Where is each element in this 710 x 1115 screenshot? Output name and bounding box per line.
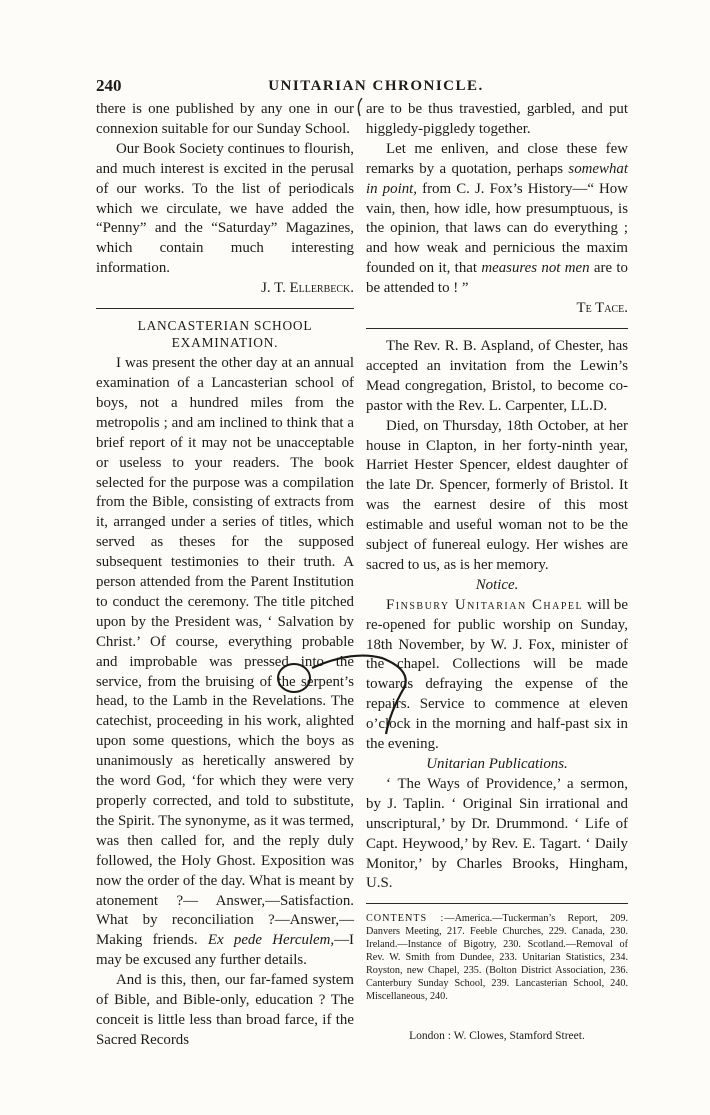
notice-heading: Notice.: [475, 576, 519, 593]
section-divider-right: [366, 328, 628, 329]
quote-middle: from C. J. Fox’s History—“ How vain, then, how idle, how presumptuous, is the opinion, that laws can do everything ; and how weak and pernicious the maxim founded on it, that: [366, 180, 628, 277]
section-heading: LANCASTERIAN SCHOOL EXAMINATION.: [137, 318, 313, 351]
notice-text: will be re-opened for public worship on Sunday, 18th November, by W. J. Fox, minister of the chapel. Collections will be made towards defraying the expense of the repairs. Service to commence at eleven o’clock in the morning and half-past six in the evening.: [366, 596, 628, 753]
aspland-paragraph: The Rev. R. B. Aspland, of Chester, has accepted an invitation from the Lewin’s Mead congregation, Bristol, to become co-pastor with the Rev. L. Carpenter, LL.D.: [366, 337, 628, 414]
signature-ellerbeck: J. T. Ellerbeck.: [261, 280, 354, 297]
publications-heading: Unitarian Publications.: [426, 756, 568, 772]
margin-bracket-mark: [358, 98, 362, 116]
quote-intro: Let me enliven, and close these few remarks by a quotation, perhaps: [366, 140, 628, 177]
contents-block: [366, 912, 628, 1003]
page-header: [96, 76, 656, 98]
examination-end: —I may be excused any further details.: [96, 932, 354, 969]
section-divider: [96, 308, 354, 309]
examination-paragraph: [96, 354, 354, 971]
right-column: [366, 100, 628, 1047]
left-column: [96, 100, 354, 1051]
obituary-paragraph: Died, on Thursday, 18th October, at her house in Clapton, in her forty-ninth year, Harriet Hester Spencer, eldest daughter of the late Dr. Spencer, formerly of Bristol. It was the earnest desire of this most estimable and useful woman not to be the subject of funereal eulogy. Her wishes are sacred to us, as is her memory.: [366, 417, 628, 573]
right-paragraph-1: are to be thus travestied, garbled, and put higgledy-piggledy together.: [366, 101, 628, 137]
examination-text: I was present the other day at an annual examination of a Lancasterian school of boys, not a hundred miles from the metropolis ; and am inclined to think that a brief report of it may not be unacceptable or useless to your readers. The book selected for the purpose was a compilation from the Bible, consisting of extracts from it, arranged under a series of titles, which served as theses for the supposed subsequent testimonies to their truth. A person attended from the Parent Institution to conduct the ceremony. The title pitched upon by the President was, ‘ Salvation by Christ.’ Of course, everything probable and improbable was pressed into the service, from the bruising of the serpent’s head, to the Lamb in the Revelations. The catechist, proceeding in his work, alighted upon some questions, which the boys as unanimously as heretically answered by the word God, ‘for which they were very properly corrected, and told to substitute, the Spirit. The synonyme, as it was termed, was then called for, and the reply duly followed, the Holy Ghost. Exposition was now the order of the day. What is meant by atonement ?— Answer,—Satisfaction. What by reconciliation ?—Answer,—Making friends.: [96, 355, 354, 949]
quote-italic-2: measures not men: [481, 260, 590, 277]
page-number: 240: [96, 76, 122, 95]
notice-paragraph: [366, 596, 628, 755]
contents-label: CONTENTS :: [366, 913, 445, 925]
chapel-name: Finsbury Unitarian Chapel: [386, 596, 584, 613]
contents-divider: [366, 903, 628, 904]
printer-footer: London : W. Clowes, Stamford Street.: [409, 1030, 585, 1043]
latin-phrase: Ex pede Herculem,: [207, 932, 335, 949]
fox-quotation-paragraph: [366, 140, 628, 299]
running-title: UNITARIAN CHRONICLE.: [268, 78, 484, 94]
quote-end: are to be attended to ! ”: [366, 260, 628, 297]
contents-text: —America.—Tuckerman’s Report, 209. Danvers Meeting, 217. Feeble Churches, 229. Canada, 230. Ireland.—Instance of Bigotry, 230. Scotland.—Removal of Rev. W. Smith from Dundee, 233. Unitarian Statistics, 234. Royston, new Chapel, 235. (Bolton District Association, 236. Canterbury Sunday School, 239. Lancasterian School, 240. Miscellaneous, 240.: [366, 913, 629, 1003]
bible-system-paragraph: And is this, then, our far-famed system of Bible, and Bible-only, education ? The conceit is little less than broad farce, if the Sacred Records: [96, 972, 354, 1048]
quote-italic-1: somewhat in point,: [366, 160, 628, 197]
signature-te-tace: Te Tace.: [576, 300, 628, 317]
publications-paragraph: ‘ The Ways of Providence,’ a sermon, by J. Taplin. ‘ Original Sin irrational and unscriptural,’ by Dr. Drummond. ‘ Life of Capt. Heywood,’ by Rev. E. Tagart. ‘ Daily Monitor,’ by Charles Brooks, Hingham, U.S.: [366, 775, 628, 892]
left-paragraph-1: there is one published by any one in our connexion suitable for our Sunday School.: [96, 101, 354, 137]
book-society-paragraph: Our Book Society continues to flourish, and much interest is excited in the perusal of our works. To the list of periodicals which we circulate, we have added the “Penny” and the “Saturday” Magazines, which contain much interesting information.: [96, 140, 354, 277]
